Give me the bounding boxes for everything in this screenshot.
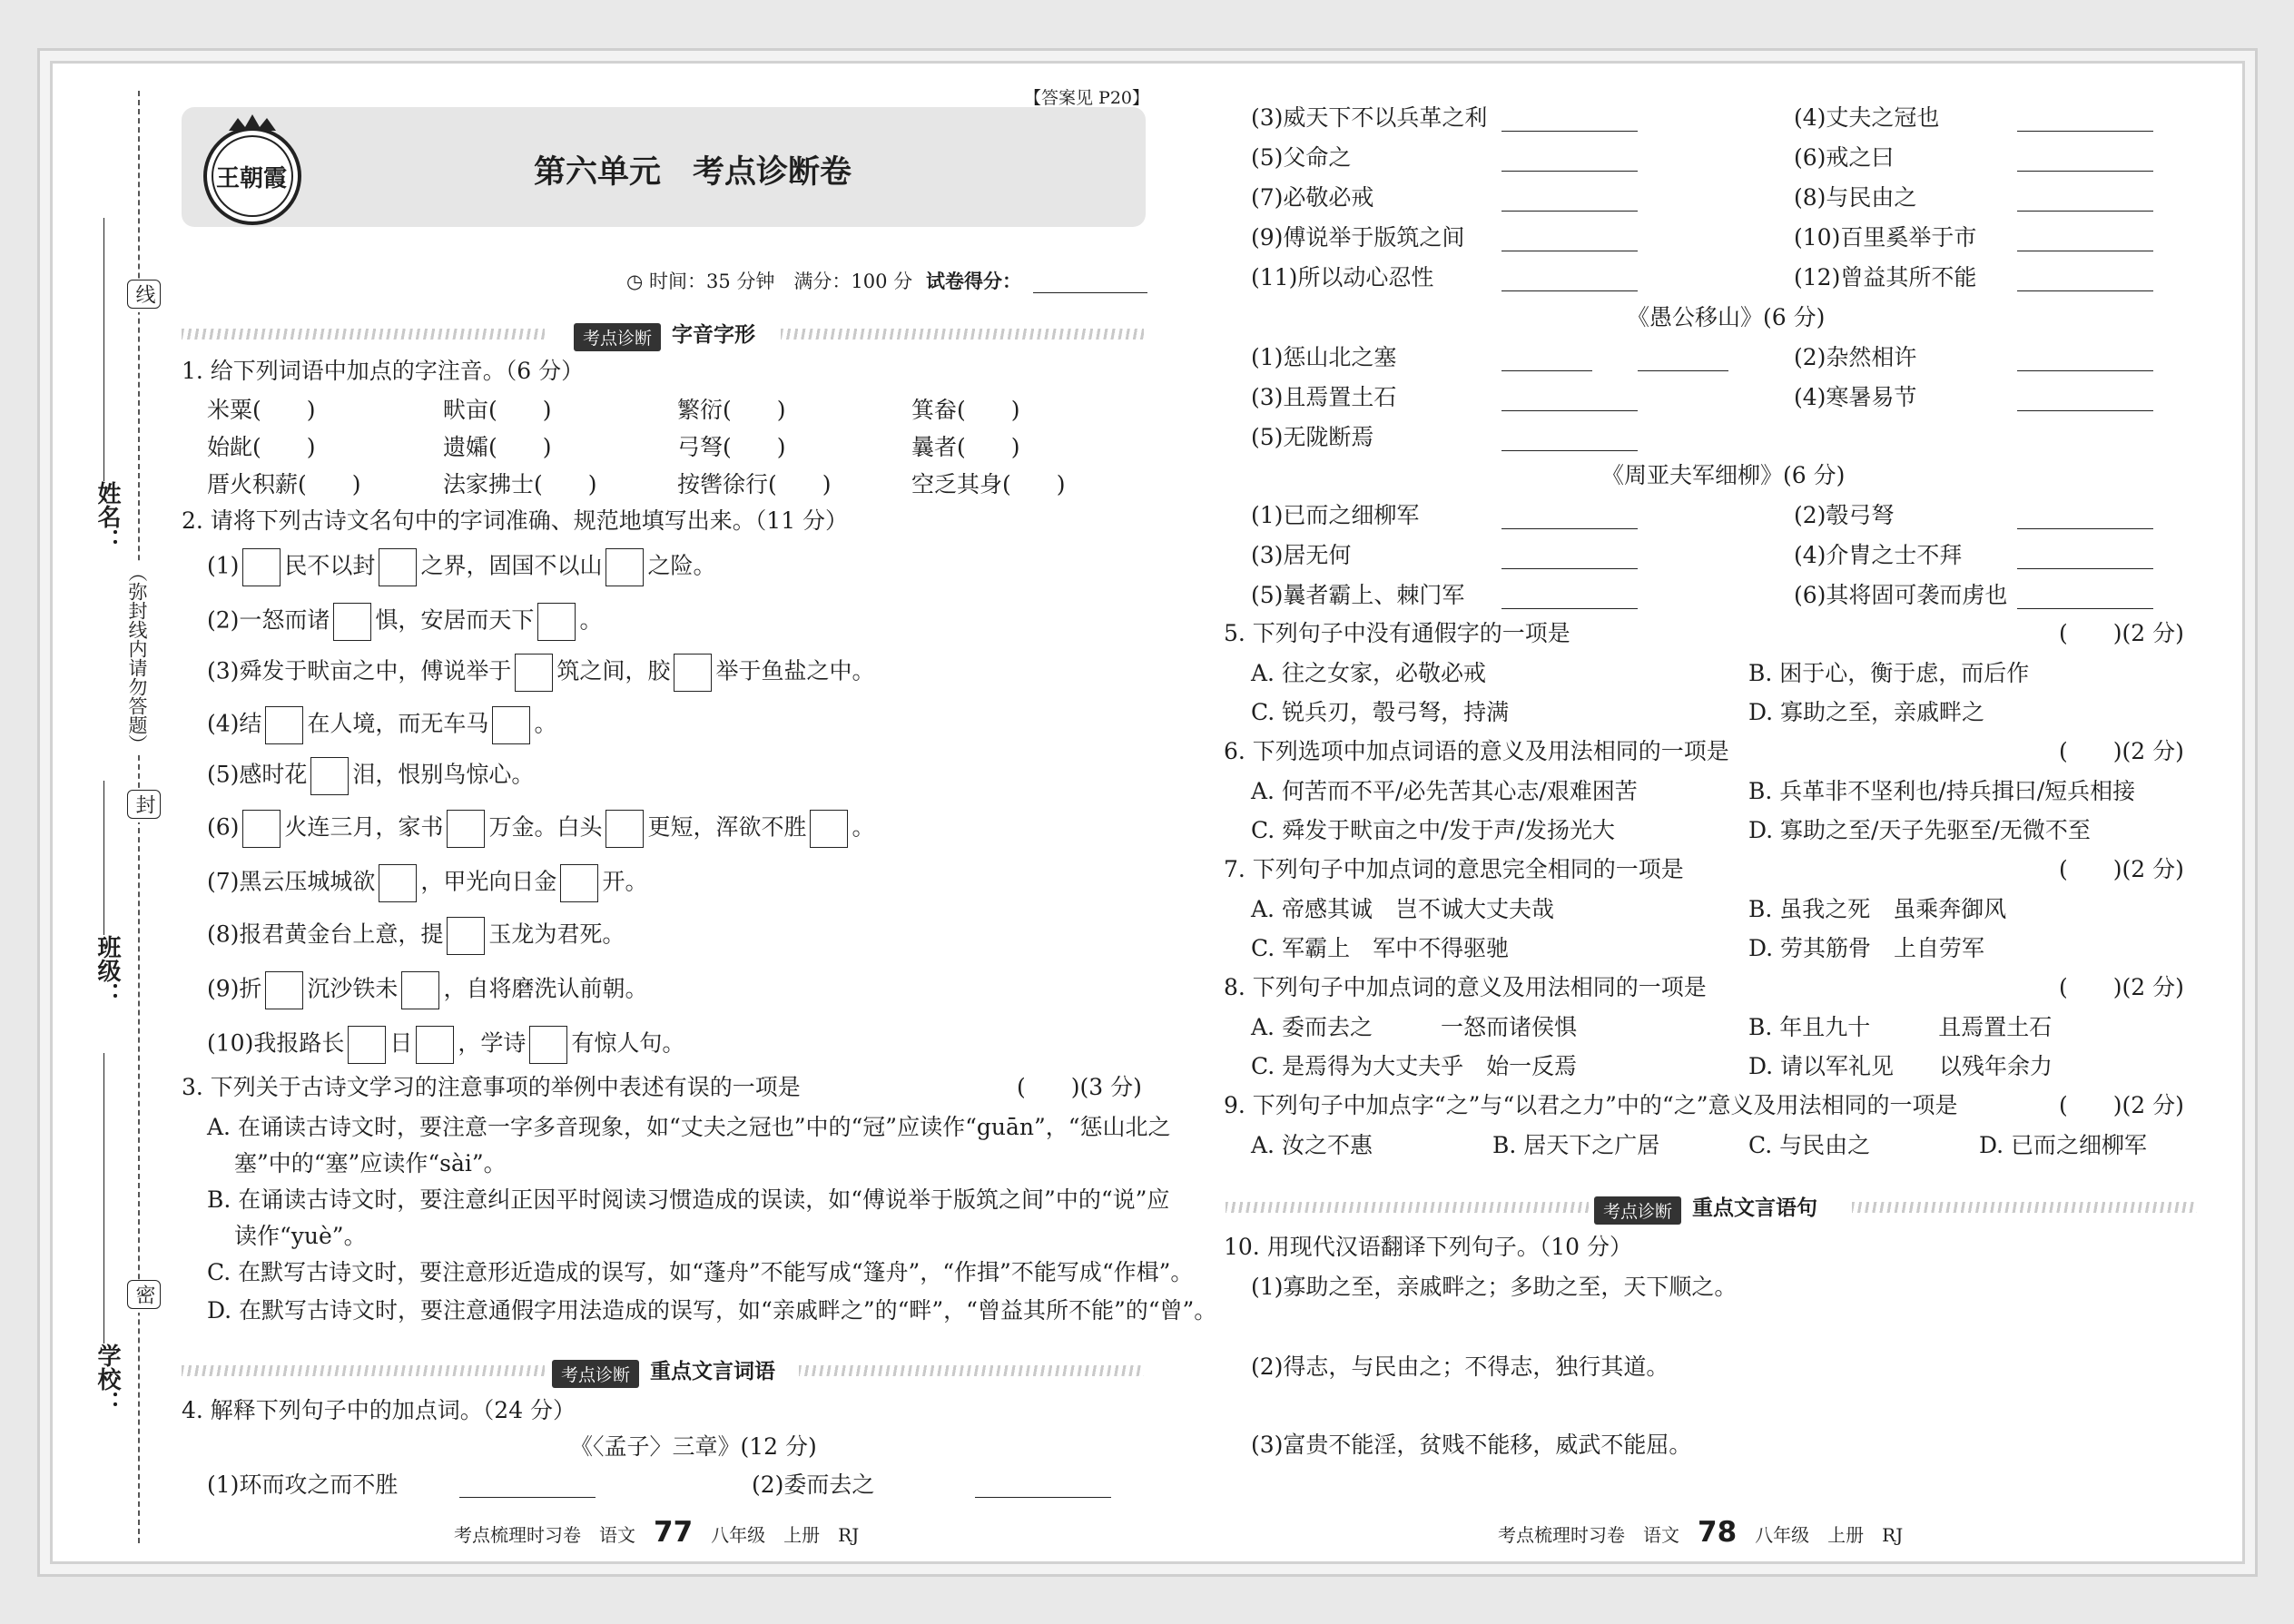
q2-blank-box[interactable] — [537, 603, 576, 641]
mc-score: ( )(2 分) — [2059, 974, 2184, 1000]
answer-line[interactable] — [1501, 211, 1638, 212]
q10-item: (3)富贵不能淫，贫贱不能移，威武不能屈。 — [1251, 1432, 1692, 1458]
q2-text: 。 — [534, 710, 557, 737]
logo — [192, 113, 312, 225]
q3-option-a2: 塞”中的“塞”应读作“sài”。 — [234, 1150, 507, 1176]
q2-item — [207, 603, 602, 641]
mc-option: B. 困于心，衡于虑，而后作 — [1748, 660, 2030, 686]
q2-text: 玉龙为君死。 — [488, 920, 625, 948]
answer-line[interactable] — [1501, 131, 1638, 132]
q2-item — [207, 757, 534, 795]
q2-text: 之界，固国不以山 — [420, 552, 603, 579]
q1-word: 厝火积薪( ) — [207, 471, 361, 497]
exam-meta: ◷ 时间：35 分钟 满分：100 分 — [626, 271, 913, 292]
school-label: 学校： — [94, 1343, 121, 1414]
q2-text: 惧，安居而天下 — [375, 606, 535, 634]
q2-text: (6) — [207, 813, 240, 841]
q3-option-a: A. 在诵读古诗文时，要注意一字多音现象，如“丈夫之冠也”中的“冠”应读作“guān”，“惩山北之 — [207, 1114, 1171, 1140]
q4-title: 4. 解释下列句子中的加点词。（24 分） — [182, 1397, 576, 1423]
q2-blank-box[interactable] — [265, 971, 303, 1009]
q2-blank-box[interactable] — [447, 810, 485, 848]
q2-text: 之险。 — [647, 552, 716, 579]
q2-blank-box[interactable] — [242, 548, 281, 586]
q4-item: (4)丈夫之冠也 — [1794, 104, 1940, 131]
q4-item: (12)曾益其所不能 — [1794, 264, 1977, 290]
mc-option: A. 往之女家，必敬必戒 — [1251, 660, 1486, 686]
q2-text: 日 — [389, 1029, 413, 1057]
section-heading-3: 考点诊断 重点文言语句 — [1594, 1191, 1817, 1225]
q2-text: 万金。白头 — [488, 813, 603, 841]
answer-line[interactable] — [459, 1497, 596, 1498]
section-heading-2: 考点诊断 重点文言词语 — [552, 1354, 775, 1388]
page-number-78: 78 — [1698, 1516, 1738, 1549]
q2-text: (2)一怒而诸 — [207, 606, 330, 634]
q2-blank-box[interactable] — [605, 548, 644, 586]
q2-item — [207, 917, 625, 955]
seal-feng: 封 — [127, 790, 161, 819]
q1-word: 弓弩( ) — [677, 434, 786, 460]
q9-question: 9. 下列句子中加点字“之”与“以君之力”中的“之”意义及用法相同的一项是 — [1224, 1092, 1958, 1118]
q2-blank-box[interactable] — [605, 810, 644, 848]
answer-ref: 【答案见 P20】 — [1024, 88, 1150, 108]
answer-line[interactable] — [1638, 370, 1728, 371]
mc-option: D. 寡助之至/天子先驱至/无微不至 — [1748, 817, 2091, 843]
answer-line[interactable] — [2017, 290, 2153, 291]
q1-word: 空乏其身( ) — [911, 471, 1066, 497]
q2-blank-box[interactable] — [348, 1026, 386, 1064]
mc-question: 7. 下列句子中加点词的意思完全相同的一项是 — [1224, 856, 1684, 882]
page-title: 第六单元 考点诊断卷 — [534, 154, 852, 191]
answer-line[interactable] — [1501, 568, 1638, 569]
q1-word: 始龀( ) — [207, 434, 316, 460]
q2-text: (10)我报路长 — [207, 1029, 345, 1057]
q9-option: A. 汝之不惠 — [1251, 1132, 1373, 1158]
q2-text: 沉沙铁未 — [307, 975, 399, 1002]
mc-option: A. 委而去之 一怒而诸侯惧 — [1251, 1014, 1577, 1040]
q2-item — [207, 548, 715, 586]
answer-line[interactable] — [2017, 608, 2153, 609]
answer-line[interactable] — [1501, 171, 1638, 172]
q4-item: (10)百里奚举于市 — [1794, 224, 1977, 251]
q2-blank-box[interactable] — [379, 864, 417, 902]
answer-line[interactable] — [1501, 608, 1638, 609]
q2-text: (5)感时花 — [207, 761, 308, 788]
q4-item: (7)必敬必戒 — [1251, 184, 1374, 211]
mc-option: A. 帝感其诚 岂不诚大丈夫哉 — [1251, 896, 1554, 922]
q9-score: ( )(2 分) — [2059, 1092, 2184, 1118]
q3-option-d: D. 在默写古诗文时，要注意通假字用法造成的误写，如“亲戚畔之”的“畔”，“曾益其所不能”的“曾”。 — [207, 1297, 1217, 1324]
q2-text: 更短，浑欲不胜 — [647, 813, 807, 841]
q1-word: 繁衍( ) — [677, 397, 786, 423]
q2-blank-box[interactable] — [401, 971, 439, 1009]
q4-item: (3)居无何 — [1251, 542, 1352, 568]
q10-item: (1)寡助之至，亲戚畔之；多助之至，天下顺之。 — [1251, 1274, 1738, 1300]
q2-text: (8)报君黄金台上意，提 — [207, 920, 444, 948]
q4-item: (3)且焉置土石 — [1251, 384, 1397, 410]
q4-item: (1)环而攻之而不胜 — [207, 1471, 399, 1498]
q2-text: 。 — [852, 813, 875, 841]
mc-option: C. 是焉得为大丈夫乎 始一反焉 — [1251, 1053, 1578, 1079]
q1-word: 畎亩( ) — [443, 397, 552, 423]
mc-option: C. 锐兵刃，彀弓弩，持满 — [1251, 699, 1510, 725]
q2-text: ，自将磨洗认前朝。 — [443, 975, 648, 1002]
q4-item: (2)委而去之 — [752, 1471, 875, 1498]
q2-blank-box[interactable] — [242, 810, 281, 848]
answer-line[interactable] — [2017, 528, 2153, 529]
q3-title: 3. 下列关于古诗文学习的注意事项的举例中表述有误的一项是 — [182, 1074, 801, 1100]
q2-text: ，学诗 — [458, 1029, 527, 1057]
answer-line[interactable] — [1501, 528, 1638, 529]
q1-word: 法家拂士( ) — [443, 471, 597, 497]
q2-item — [207, 654, 874, 692]
q2-text: 有惊人句。 — [571, 1029, 685, 1057]
q4-item: (4)介胄之士不拜 — [1794, 542, 1963, 568]
answer-line[interactable] — [2017, 131, 2153, 132]
answer-line[interactable] — [2017, 568, 2153, 569]
q2-blank-box[interactable] — [310, 757, 349, 795]
q4-item: (2)彀弓弩 — [1794, 502, 1895, 528]
mc-score: ( )(2 分) — [2059, 738, 2184, 764]
section-heading-1: 考点诊断 字音字形 — [574, 318, 755, 351]
q4-item: (1)已而之细柳军 — [1251, 502, 1420, 528]
q2-text: 民不以封 — [284, 552, 376, 579]
seal-xian: 线 — [127, 280, 161, 309]
q3-option-c: C. 在默写古诗文时，要注意形近造成的误写，如“蓬舟”不能写成“篷舟”，“作揖”不能写成“作楫”。 — [207, 1259, 1194, 1285]
q3-option-b: B. 在诵读古诗文时，要注意纠正因平时阅读习惯造成的误读，如“傅说举于版筑之间”中的“说”应 — [207, 1186, 1170, 1213]
q2-title: 2. 请将下列古诗文名句中的字词准确、规范地填写出来。（11 分） — [182, 507, 849, 534]
q1-title: 1. 给下列词语中加点的字注音。（6 分） — [182, 358, 585, 384]
mc-question: 6. 下列选项中加点词语的意义及用法相同的一项是 — [1224, 738, 1729, 764]
q2-text: (9)折 — [207, 975, 262, 1002]
q4-item: (9)傅说举于版筑之间 — [1251, 224, 1465, 251]
mc-option: B. 年且九十 且焉置土石 — [1748, 1014, 2053, 1040]
mc-question: 5. 下列句子中没有通假字的一项是 — [1224, 620, 1570, 646]
q2-text: (1) — [207, 552, 240, 579]
seal-mi: 密 — [127, 1280, 161, 1309]
q2-blank-box[interactable] — [447, 917, 485, 955]
q4-item: (4)寒暑易节 — [1794, 384, 1917, 410]
q2-blank-box[interactable] — [810, 810, 848, 848]
answer-line[interactable] — [1501, 450, 1638, 451]
mc-option: D. 劳其筋骨 上自劳军 — [1748, 935, 1985, 961]
q2-item — [207, 706, 556, 744]
q2-blank-box[interactable] — [560, 864, 598, 902]
name-label: 姓名： — [94, 481, 121, 552]
q4-item: (5)父命之 — [1251, 144, 1352, 171]
mc-option: B. 兵革非不坚利也/持兵揖曰/短兵相接 — [1748, 778, 2136, 804]
logo-text: 王朝霞 — [216, 165, 288, 192]
q2-text: 筑之间，胶 — [556, 657, 671, 684]
q1-word: 箕畚( ) — [911, 397, 1020, 423]
q4-item: (6)其将固可袭而虏也 — [1794, 582, 2008, 608]
answer-line[interactable] — [975, 1497, 1111, 1498]
q2-blank-box[interactable] — [674, 654, 712, 692]
q2-blank-box[interactable] — [515, 654, 553, 692]
q2-text: (4)结 — [207, 710, 262, 737]
q2-text: 开。 — [602, 868, 648, 895]
answer-line[interactable] — [2017, 370, 2153, 371]
q4-item: (1)惩山北之塞 — [1251, 344, 1397, 370]
mc-option: D. 请以军礼见 以残年余力 — [1748, 1053, 2053, 1079]
q2-blank-box[interactable] — [416, 1026, 454, 1064]
mc-option: C. 军霸上 军中不得驱驰 — [1251, 935, 1510, 961]
page-number-77: 77 — [654, 1516, 694, 1549]
q4-item: (6)戒之曰 — [1794, 144, 1895, 171]
q4-item: (5)无陇断焉 — [1251, 424, 1374, 450]
q2-blank-box[interactable] — [379, 548, 417, 586]
answer-line[interactable] — [1501, 370, 1592, 371]
mc-score: ( )(2 分) — [2059, 856, 2184, 882]
q4-item: (11)所以动心忍性 — [1251, 264, 1434, 290]
q10-item: (2)得志，与民由之；不得志，独行其道。 — [1251, 1353, 1669, 1380]
q2-text: 火连三月，家书 — [284, 813, 444, 841]
q4-item: (2)杂然相许 — [1794, 344, 1917, 370]
q1-word: 曩者( ) — [911, 434, 1020, 460]
answer-line[interactable] — [2017, 410, 2153, 411]
binding-strip — [82, 91, 191, 1543]
q2-text: (7)黑云压城城欲 — [207, 868, 376, 895]
q2-blank-box[interactable] — [265, 706, 303, 744]
mc-option: A. 何苦而不平/必先苦其心志/艰难困苦 — [1251, 778, 1638, 804]
q2-text: 。 — [579, 606, 603, 634]
q9-option: D. 已而之细柳军 — [1979, 1132, 2148, 1158]
q4-ygys-heading: 《愚公移山》(6 分) — [1627, 304, 1826, 330]
q9-option: B. 居天下之广居 — [1492, 1132, 1660, 1158]
q2-text: 举于鱼盐之中。 — [715, 657, 875, 684]
q1-word: 遗孀( ) — [443, 434, 552, 460]
answer-line[interactable] — [1501, 290, 1638, 291]
q10-title: 10. 用现代汉语翻译下列句子。（10 分） — [1224, 1234, 1632, 1260]
seal-note: （弥封线内请勿答题） — [126, 563, 148, 753]
q4-item: (3)威天下不以兵革之利 — [1251, 104, 1488, 131]
q2-item — [207, 1026, 684, 1064]
q2-text: ，甲光向日金 — [420, 868, 557, 895]
q1-word: 按辔徐行( ) — [677, 471, 832, 497]
footer-left: 考点梳理时习卷 语文 77 八年级 上册 RJ — [454, 1516, 860, 1549]
q2-text: (3)舜发于畎亩之中，傅说举于 — [207, 657, 512, 684]
mc-question: 8. 下列句子中加点词的意义及用法相同的一项是 — [1224, 974, 1707, 1000]
q3-score: ( )(3 分) — [1017, 1074, 1142, 1100]
q2-item — [207, 971, 647, 1009]
footer-right: 考点梳理时习卷 语文 78 八年级 上册 RJ — [1498, 1516, 1904, 1549]
mc-score: ( )(2 分) — [2059, 620, 2184, 646]
q2-item — [207, 864, 647, 902]
q4-zyf-heading: 《周亚夫军细柳》(6 分) — [1601, 462, 1846, 488]
answer-line[interactable] — [2017, 211, 2153, 212]
q2-text: 在人境，而无车马 — [307, 710, 489, 737]
q9-option: C. 与民由之 — [1748, 1132, 1871, 1158]
q4-item: (8)与民由之 — [1794, 184, 1917, 211]
q3-option-b2: 读作“yuè”。 — [234, 1223, 367, 1249]
q2-blank-box[interactable] — [529, 1026, 567, 1064]
mc-option: D. 寡助之至，亲戚畔之 — [1748, 699, 1985, 725]
answer-line[interactable] — [1501, 410, 1638, 411]
mc-option: B. 虽我之死 虽乘奔御风 — [1748, 896, 2007, 922]
q2-text: 泪，恨别鸟惊心。 — [352, 761, 535, 788]
q4-mengzi-heading: 《〈孟子〉三章》(12 分) — [570, 1433, 817, 1460]
q2-blank-box[interactable] — [333, 603, 371, 641]
q4-item: (5)曩者霸上、棘门军 — [1251, 582, 1465, 608]
mc-option: C. 舜发于畎亩之中/发于声/发扬光大 — [1251, 817, 1615, 843]
answer-line[interactable] — [2017, 171, 2153, 172]
score-label: 试卷得分： — [926, 271, 1021, 292]
q2-blank-box[interactable] — [492, 706, 530, 744]
q1-word: 米粟( ) — [207, 397, 316, 423]
q2-item — [207, 810, 874, 848]
class-label: 班级： — [94, 935, 121, 1006]
